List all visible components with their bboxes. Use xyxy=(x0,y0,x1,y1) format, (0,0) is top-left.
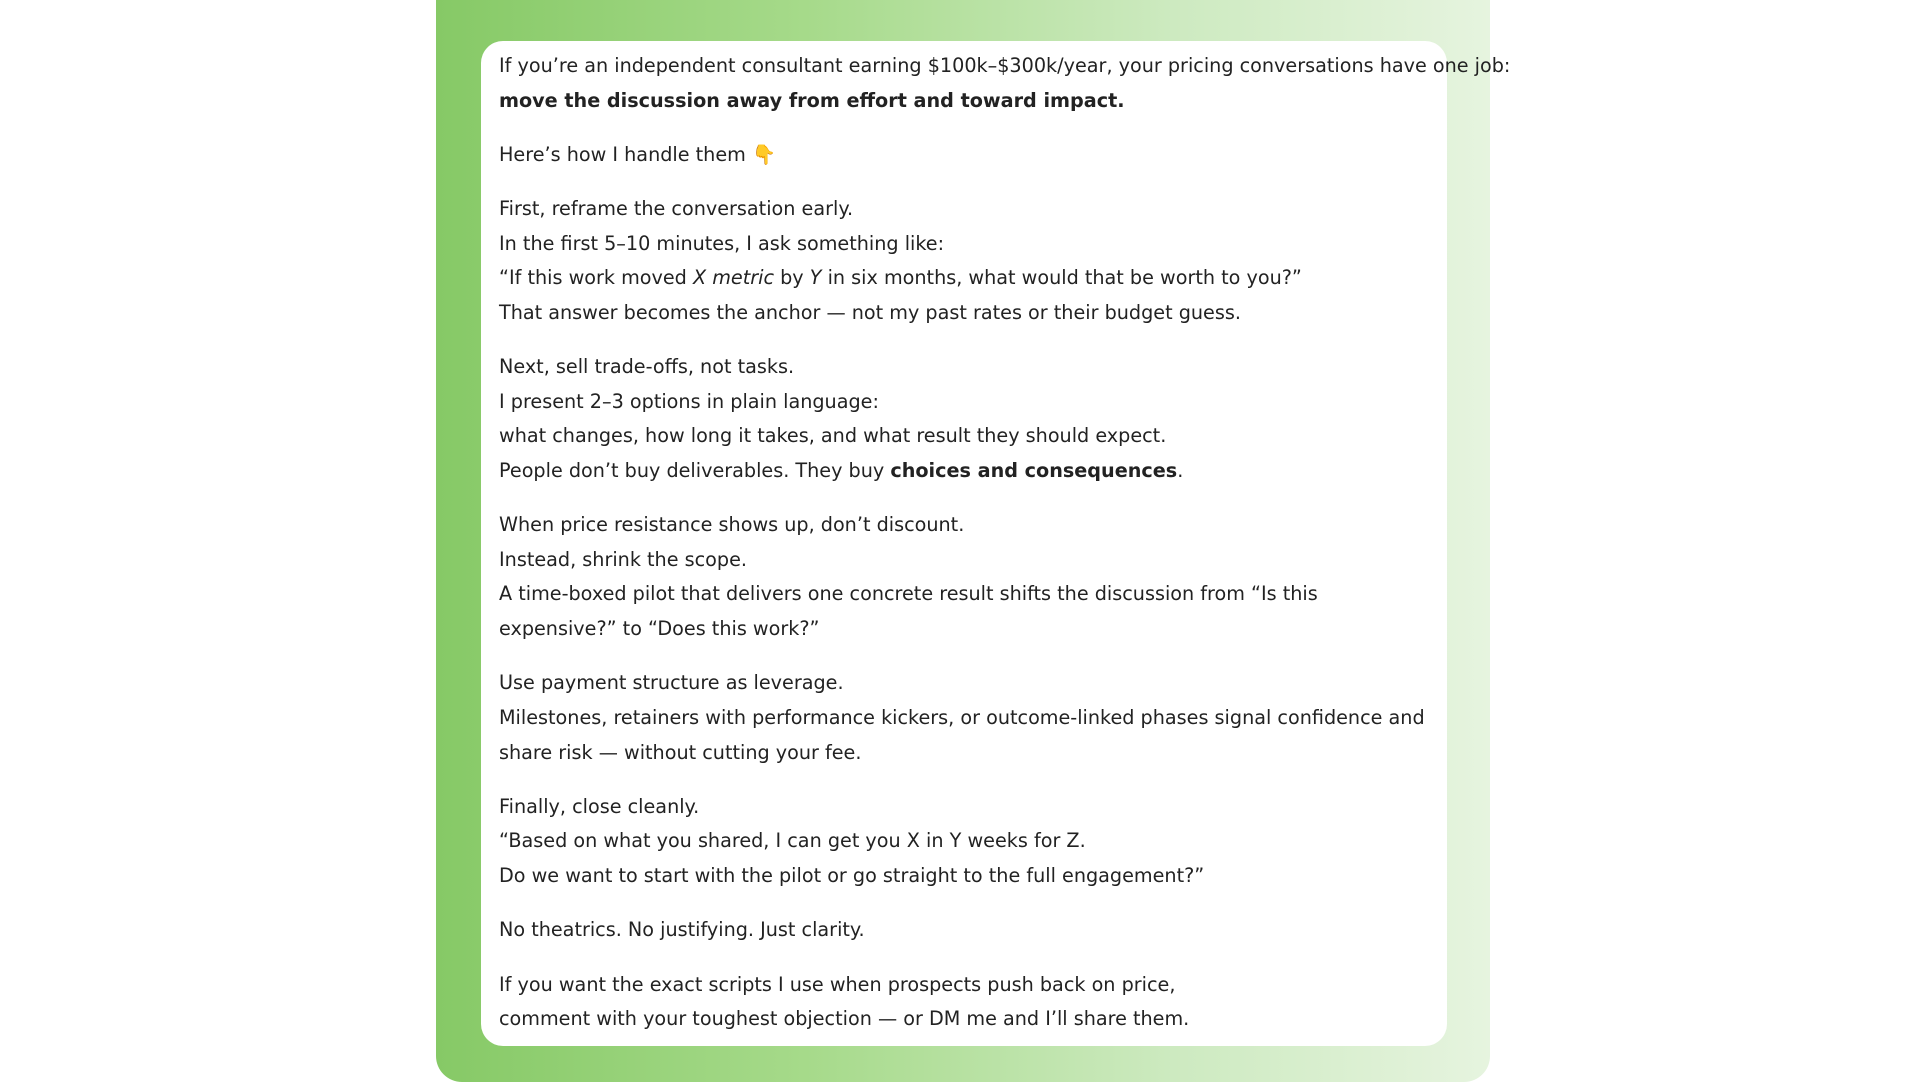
resistance-line-2: Instead, shrink the scope. xyxy=(499,547,747,571)
paragraph-how xyxy=(499,138,1433,173)
how-text: Here’s how I handle them xyxy=(499,142,746,166)
payment-heading: Use payment structure as leverage. xyxy=(499,671,844,695)
close-line-2: “Based on what you shared, I can get you X in Y weeks for Z. xyxy=(499,829,1086,853)
paragraph-close xyxy=(499,790,1433,894)
quote-y: Y xyxy=(809,266,822,290)
tradeoffs-heading: Next, sell trade-offs, not tasks. xyxy=(499,355,795,379)
post-card xyxy=(481,41,1511,1046)
paragraph-tradeoffs xyxy=(499,350,1433,488)
close-heading: Finally, close cleanly. xyxy=(499,794,700,818)
paragraph-resistance xyxy=(499,508,1433,646)
intro-bold-line: move the discussion away from effort and toward impact. xyxy=(499,88,1125,112)
tradeoffs-line-3: what changes, how long it takes, and what result they should expect. xyxy=(499,424,1167,448)
quote-part-c: in six months, what would that be worth to you?” xyxy=(821,266,1302,290)
quote-part-b: by xyxy=(774,266,810,290)
paragraph-intro xyxy=(499,49,1511,118)
tradeoffs-part-a: People don’t buy deliverables. They buy xyxy=(499,459,891,482)
tradeoffs-line-4 xyxy=(499,454,1433,489)
how-line xyxy=(499,138,1433,173)
reframe-heading: First, reframe the conversation early. xyxy=(499,197,854,221)
reframe-quote xyxy=(499,261,1433,296)
cta-line-2: comment with your toughest objection — or DM me and I’ll share them. xyxy=(499,1007,1190,1031)
quote-x-metric: X metric xyxy=(692,266,775,290)
paragraph-reframe xyxy=(499,192,1433,330)
resistance-line-3: A time-boxed pilot that delivers one concrete result shifts the discussion from “Is this expensive?” to “Does this work?” xyxy=(499,582,1318,641)
quote-part-a: “If this work moved xyxy=(499,266,693,290)
payment-line-2: Milestones, retainers with performance kickers, or outcome-linked phases signal confidence and share risk — without cutting your fee. xyxy=(499,705,1425,764)
paragraph-payment xyxy=(499,666,1433,770)
paragraph-cta xyxy=(499,968,1433,1037)
reframe-line-2: In the first 5–10 minutes, I ask something like: xyxy=(499,231,945,255)
cta-line-1: If you want the exact scripts I use when prospects push back on price, xyxy=(499,972,1176,996)
clarity-line: No theatrics. No justifying. Just clarity. xyxy=(499,918,865,942)
close-line-3: Do we want to start with the pilot or go straight to the full engagement?” xyxy=(499,864,1205,887)
tradeoffs-part-b: . xyxy=(1177,459,1184,482)
intro-line: If you’re an independent consultant earning $100k–$300k/year, your pricing conversations have one job: xyxy=(499,54,1511,77)
tradeoffs-line-2: I present 2–3 options in plain language: xyxy=(499,389,879,413)
pointing-down-icon: 👇 xyxy=(751,142,776,166)
reframe-line-4: That answer becomes the anchor — not my past rates or their budget guess. xyxy=(499,300,1241,324)
resistance-heading: When price resistance shows up, don’t discount. xyxy=(499,513,965,537)
tradeoffs-bold: choices and consequences xyxy=(890,459,1178,482)
paragraph-clarity xyxy=(499,913,1433,948)
